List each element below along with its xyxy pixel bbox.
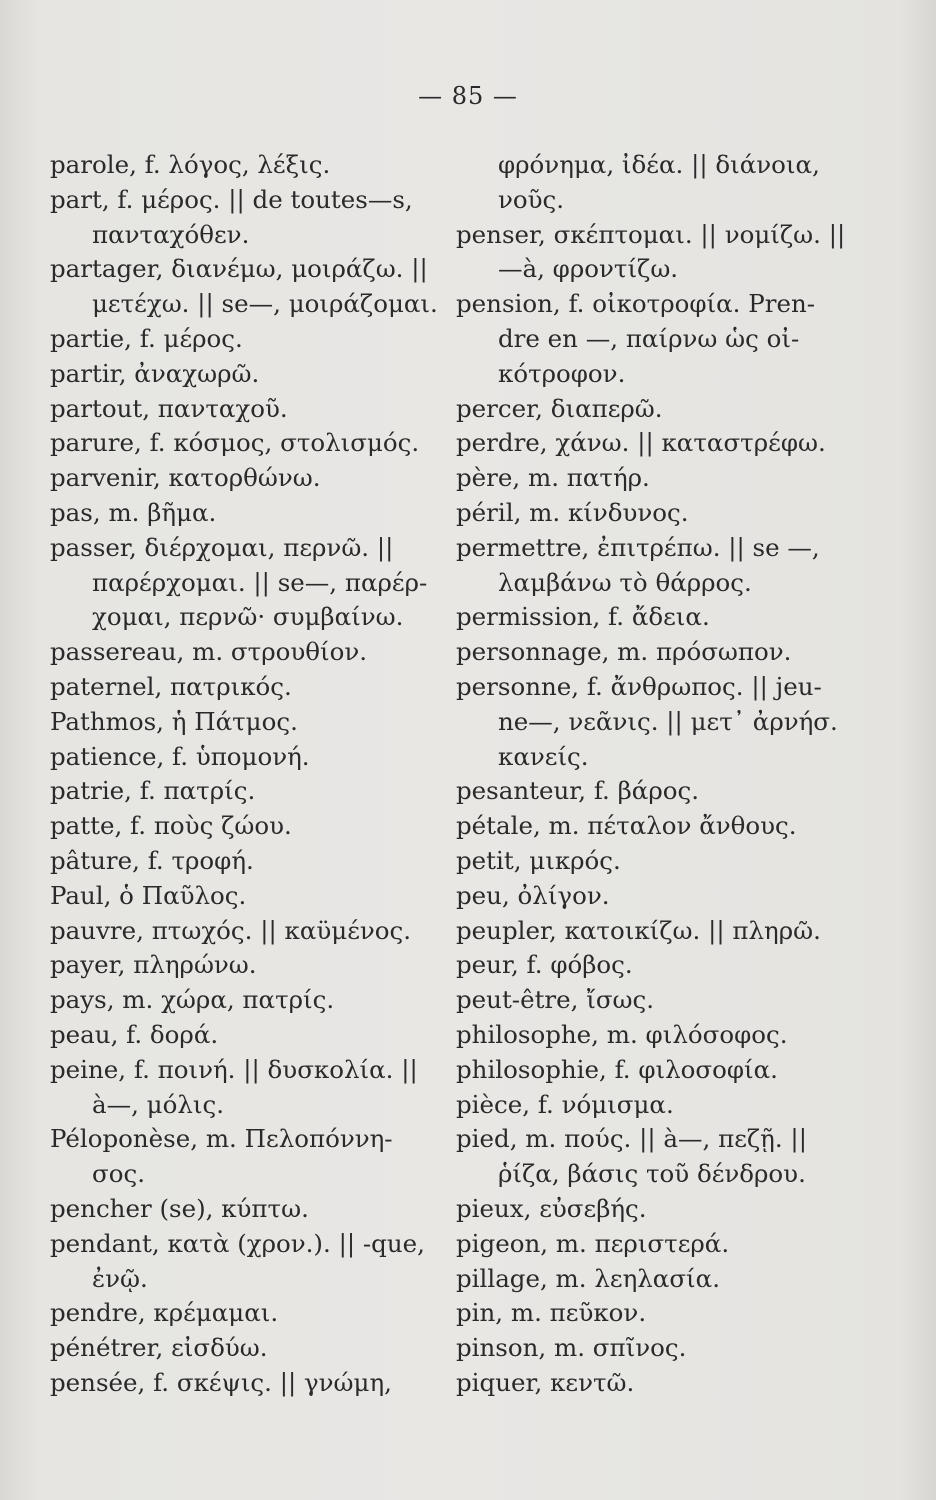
dictionary-line: Paul, ὁ Παῦλος. — [50, 880, 247, 910]
dictionary-line: χομαι, περνῶ· συμβαίνω. — [92, 602, 404, 632]
dictionary-line: pénétrer, εἰσδύω. — [50, 1333, 268, 1363]
dictionary-line: partout, πανταχοῦ. — [50, 393, 288, 423]
dictionary-line: passereau, m. στρουθίον. — [50, 637, 368, 667]
dictionary-line: péril, m. κίνδυνος. — [456, 497, 689, 527]
dictionary-line: pauvre, πτωχός. || καϋμένος. — [50, 915, 412, 945]
dictionary-line: peut-être, ἴσως. — [456, 985, 655, 1015]
dictionary-line: perdre, χάνω. || καταστρέφω. — [456, 428, 826, 458]
dictionary-line: pension, f. οἰκοτροφία. Pren- — [456, 289, 816, 319]
right-column — [456, 148, 856, 1401]
dictionary-line: pièce, f. νόμισμα. — [456, 1089, 674, 1119]
dictionary-line: —à, φροντίζω. — [498, 254, 679, 284]
dictionary-line: κότροφον. — [498, 358, 626, 388]
dictionary-line: parole, f. λόγος, λέξις. — [50, 150, 331, 179]
dictionary-line: pigeon, m. περιστερά. — [456, 1228, 730, 1258]
dictionary-line: patrie, f. πατρίς. — [50, 776, 256, 806]
dictionary-line: pendre, κρέμαμαι. — [50, 1298, 279, 1328]
dictionary-line: παρέρχομαι. || se—, παρέρ- — [92, 567, 428, 597]
dictionary-line: dre en —, παίρνω ὡς οἰ- — [498, 323, 800, 353]
dictionary-line: pesanteur, f. βάρος. — [456, 776, 700, 806]
dictionary-line: μετέχω. || se—, μοιράζομαι. — [92, 289, 438, 319]
dictionary-line: payer, πληρώνω. — [50, 950, 257, 980]
dictionary-line: penser, σκέπτομαι. || νομίζω. || — [456, 219, 846, 249]
dictionary-line: ῥίζα, βάσις τοῦ δένδρου. — [498, 1159, 806, 1189]
dictionary-line: pin, m. πεῦκον. — [456, 1298, 647, 1328]
dictionary-line: permettre, ἐπιτρέπω. || se —, — [456, 532, 820, 562]
dictionary-line: père, m. πατήρ. — [456, 463, 650, 493]
dictionary-line: λαμβάνω τὸ θάρρος. — [498, 567, 752, 597]
dictionary-line: peine, f. ποινή. || δυσκολία. || — [50, 1054, 418, 1084]
dictionary-line: pied, m. πούς. || à—, πεζῇ. || — [456, 1124, 807, 1154]
dictionary-line: peupler, κατοικίζω. || πληρῶ. — [456, 915, 821, 945]
dictionary-line: pensée, f. σκέψις. || γνώμη, — [50, 1367, 392, 1397]
dictionary-line: νοῦς. — [498, 184, 565, 214]
dictionary-line: piquer, κεντῶ. — [456, 1367, 635, 1397]
dictionary-line: Pathmos, ἡ Πάτμος. — [50, 706, 298, 736]
dictionary-line: à—, μόλις. — [92, 1089, 224, 1119]
dictionary-line: petit, μικρός. — [456, 845, 621, 875]
dictionary-line: pays, m. χώρα, πατρίς. — [50, 985, 335, 1015]
dictionary-line: ne—, νεᾶνις. || μετ᾽ ἀρνήσ. — [498, 706, 838, 736]
dictionary-line: partager, διανέμω, μοιράζω. || — [50, 254, 428, 284]
dictionary-line: partir, ἀναχωρῶ. — [50, 358, 260, 388]
dictionary-line: pendant, κατὰ (χρον.). || -que, — [50, 1228, 425, 1258]
dictionary-line: pinson, m. σπῖνος. — [456, 1333, 687, 1363]
dictionary-line: peu, ὀλίγον. — [456, 880, 610, 910]
dictionary-line: peau, f. δορά. — [50, 1019, 219, 1049]
dictionary-line: πανταχόθεν. — [92, 219, 250, 249]
dictionary-line: patte, f. ποὺς ζώου. — [50, 811, 292, 841]
left-column — [50, 148, 450, 1401]
dictionary-line: personne, f. ἄνθρωπος. || jeu- — [456, 671, 822, 701]
dictionary-line: parure, f. κόσμος, στολισμός. — [50, 428, 420, 458]
dictionary-line: passer, διέρχομαι, περνῶ. || — [50, 532, 394, 562]
dictionary-line: paternel, πατρικός. — [50, 671, 292, 701]
dictionary-line: permission, f. ἄδεια. — [456, 602, 710, 632]
dictionary-line: percer, διαπερῶ. — [456, 393, 663, 423]
dictionary-line: pâture, f. τροφή. — [50, 845, 254, 875]
dictionary-line: κανείς. — [498, 741, 589, 771]
dictionary-line: parvenir, κατορθώνω. — [50, 463, 321, 493]
dictionary-line: pencher (se), κύπτω. — [50, 1193, 309, 1223]
dictionary-line: Péloponèse, m. Πελοπόννη- — [50, 1124, 393, 1154]
dictionary-line: pétale, m. πέταλον ἄνθους. — [456, 811, 797, 841]
dictionary-line: philosophe, m. φιλόσοφος. — [456, 1019, 788, 1049]
dictionary-line: φρόνημα, ἰδέα. || διάνοια, — [498, 150, 820, 179]
dictionary-line: pas, m. βῆμα. — [50, 497, 217, 527]
dictionary-line: ἐνῷ. — [92, 1263, 148, 1293]
dictionary-line: personnage, m. πρόσωπον. — [456, 637, 792, 667]
dictionary-line: partie, f. μέρος. — [50, 323, 243, 353]
dictionary-line: peur, f. φόβος. — [456, 950, 633, 980]
dictionary-line: part, f. μέρος. || de toutes—s, — [50, 184, 413, 214]
dictionary-line: pillage, m. λεηλασία. — [456, 1263, 720, 1293]
dictionary-line: σος. — [92, 1159, 145, 1189]
page-number: — 85 — — [418, 82, 518, 110]
dictionary-line: philosophie, f. φιλοσοφία. — [456, 1054, 778, 1084]
dictionary-line: pieux, εὐσεβής. — [456, 1193, 647, 1223]
dictionary-line: patience, f. ὑπομονή. — [50, 741, 310, 771]
